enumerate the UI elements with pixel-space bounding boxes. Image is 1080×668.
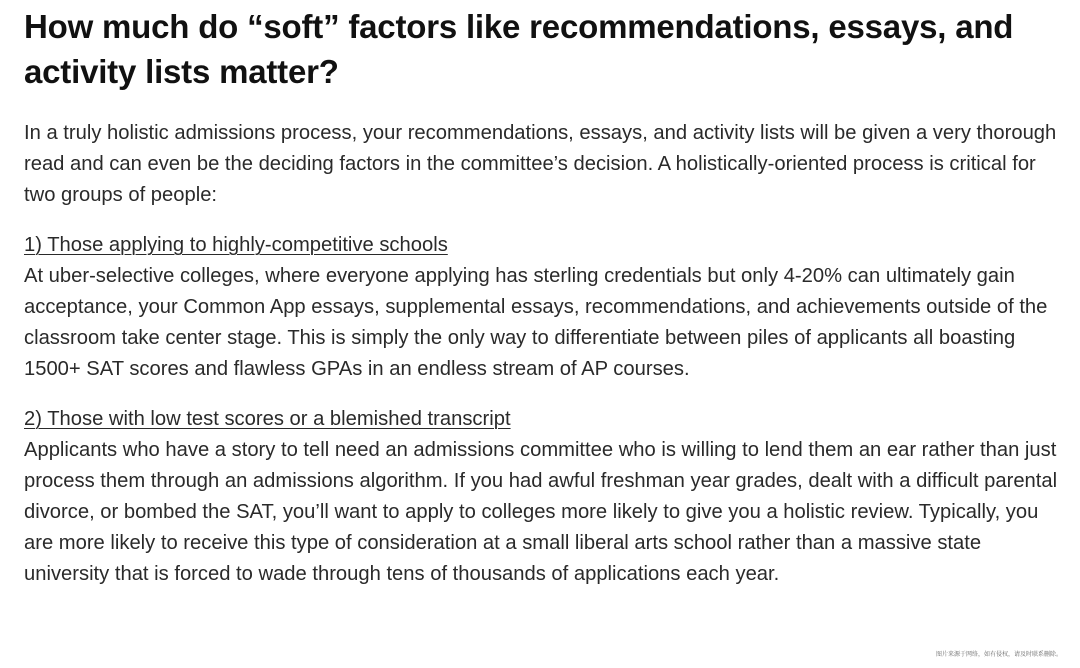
article [24,0,1064,590]
section-paragraph-competitive-schools: At uber-selective colleges, where everyone applying has sterling credentials but only 4-20% can ultimately gain acceptance, your Common App essays, supplemental essays, recommendations, and achievements outside of the classroom take center stage. This is simply the only way to differentiate between piles of applicants all boasting 1500+ SAT scores and flawless GPAs in an endless stream of AP courses. [24,265,1048,380]
article-title: How much do “soft” factors like recommendations, essays, and activity lists matter? [24,8,1014,90]
section-heading-competitive-schools[interactable]: 1) Those applying to highly-competitive schools [24,234,448,256]
intro-paragraph: In a truly holistic admissions process, your recommendations, essays, and activity lists will be given a very thorough read and can even be the deciding factors in the committee’s decision. A holistically-oriented process is critical for two groups of people: [24,122,1057,206]
watermark-text: 图片来源于网络，如有侵权，请及时联系删除。 [935,651,1062,658]
section-heading-low-scores[interactable]: 2) Those with low test scores or a blemished transcript [24,408,511,430]
section-paragraph-low-scores: Applicants who have a story to tell need an admissions committee who is willing to lend them an ear rather than just process them through an admissions algorithm. If you had awful freshman year grades, dealt with a difficult parental divorce, or bombed the SAT, you’ll want to apply to colleges more likely to give you a holistic review. Typically, you are more likely to receive this type of consideration at a small liberal arts school rather than a massive state university that is forced to wade through tens of thousands of applications each year. [24,439,1058,585]
